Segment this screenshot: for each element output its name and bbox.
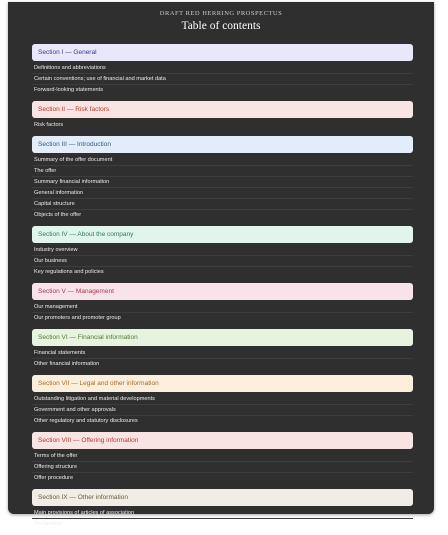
toc-section-header[interactable]: Section V — Management (32, 283, 413, 300)
toc-section-header[interactable]: Section VI — Financial information (32, 329, 413, 346)
page-title: Table of contents (181, 20, 261, 32)
toc-item[interactable]: Main provisions of articles of association (32, 508, 413, 519)
toc-section-header[interactable]: Section IX — Other information (32, 489, 413, 506)
toc-item[interactable]: Objects of the offer (34, 212, 82, 218)
toc-item[interactable]: Forward-looking statements (34, 87, 104, 93)
toc-section (32, 432, 413, 489)
toc-item[interactable]: Other financial information (34, 361, 100, 367)
toc-section (32, 44, 413, 101)
toc-section-header[interactable]: Section II — Risk factors (32, 101, 413, 118)
toc-section (32, 283, 413, 329)
toc-item-list (32, 118, 413, 136)
toc-item-list (32, 243, 413, 283)
toc-item[interactable]: The offer (32, 166, 413, 177)
toc-section-header[interactable]: Section III — Introduction (32, 136, 413, 153)
toc-item[interactable]: Risk factors (34, 122, 64, 128)
toc-item[interactable]: Offering structure (32, 462, 413, 473)
toc-item[interactable]: Industry overview (32, 245, 413, 256)
toc-section (32, 226, 413, 283)
toc-item-list (32, 61, 413, 101)
toc-item[interactable]: Our business (32, 256, 413, 267)
toc-item[interactable]: Definitions and abbreviations (32, 63, 413, 74)
toc-item-list (32, 153, 413, 226)
toc-item[interactable]: Offer procedure (34, 475, 74, 481)
toc-section (32, 375, 413, 432)
toc-section (32, 329, 413, 375)
toc-item-list (32, 506, 413, 535)
toc-item[interactable]: Capital structure (32, 199, 413, 210)
toc-section (32, 489, 413, 535)
table-of-contents (32, 44, 413, 535)
toc-item-list (32, 346, 413, 375)
toc-item[interactable]: Summary of the offer document (32, 155, 413, 166)
toc-item[interactable]: Other regulatory and statutory disclosures (34, 418, 138, 424)
toc-item[interactable]: Government and other approvals (32, 405, 413, 416)
toc-item[interactable]: Financial statements (32, 348, 413, 359)
toc-item[interactable]: Declaration (34, 521, 63, 527)
toc-section-header[interactable]: Section VIII — Offering information (32, 432, 413, 449)
toc-item-list (32, 392, 413, 432)
document-panel (8, 2, 434, 527)
toc-item[interactable]: General information (32, 188, 413, 199)
toc-section (32, 136, 413, 226)
toc-item[interactable]: Our promoters and promoter group (34, 315, 121, 321)
toc-item[interactable]: Terms of the offer (32, 451, 413, 462)
toc-item[interactable]: Our management (32, 302, 413, 313)
toc-item-list (32, 449, 413, 489)
toc-item[interactable]: Outstanding litigation and material developments (32, 394, 413, 405)
toc-item[interactable]: Certain conventions; use of financial and market data (32, 74, 413, 85)
toc-section-header[interactable]: Section IV — About the company (32, 226, 413, 243)
toc-item[interactable]: Key regulations and policies (34, 269, 104, 275)
toc-item-list (32, 300, 413, 329)
toc-section-header[interactable]: Section I — General (32, 44, 413, 61)
document-subtitle: DRAFT RED HERRING PROSPECTUS (159, 10, 283, 17)
toc-section (32, 101, 413, 136)
toc-section-header[interactable]: Section VII — Legal and other information (32, 375, 413, 392)
toc-item[interactable]: Summary financial information (32, 177, 413, 188)
